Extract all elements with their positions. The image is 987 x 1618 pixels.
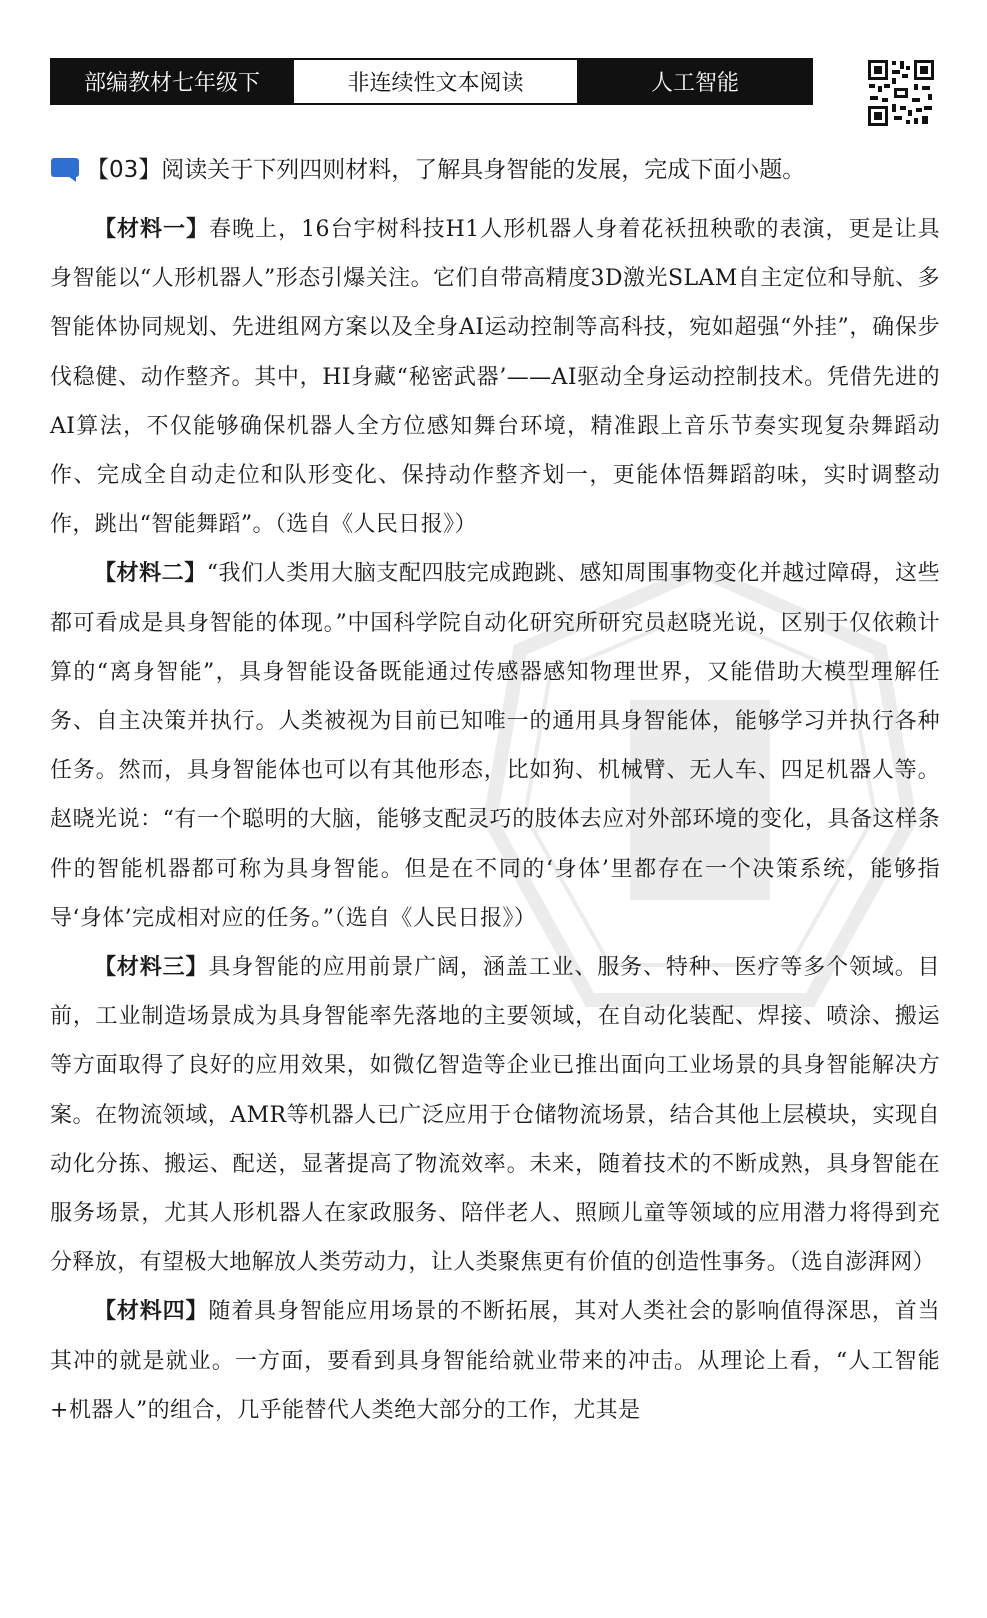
question-number: 【03】	[86, 157, 162, 183]
material-paragraph	[50, 205, 940, 549]
material-tag: 【材料三】	[94, 955, 209, 981]
material-text: 具身智能的应用前景广阔，涵盖工业、服务、特种、医疗等多个领域。目前，工业制造场景成为具身智能率先落地的主要领域，在自动化装配、焊接、喷涂、搬运等方面取得了良好的应用效果，如微亿智造等企业已推出面向工业场景的具身智能解决方案。在物流领域，AMR等机器人已广泛应用于仓储物流场景，结合其他上层模块，实现自动化分拣、搬运、配送，显著提高了物流效率。未来，随着技术的不断成熟，具身智能在服务场景，尤其人形机器人在家政服务、陪伴老人、照顾儿童等领域的应用潜力将得到充分释放，有望极大地解放人类劳动力，让人类聚焦更有价值的创造性事务。（选自澎湃网）	[50, 955, 940, 1276]
reading-content	[50, 205, 940, 1435]
header-bar	[50, 58, 813, 105]
speech-bubble-icon	[50, 157, 80, 183]
material-text: 春晚上，16台宇树科技H1人形机器人身着花袄扭秧歌的表演，更是让具身智能以“人形机器人”形态引爆关注。它们自带高精度3D激光SLAM自主定位和导航、多智能体协同规划、先进组网方案以及全身AI运动控制等高科技，宛如超强“外挂”，确保步伐稳健、动作整齐。其中，HI身藏“秘密武器’——AI驱动全身运动控制技术。凭借先进的AI算法，不仅能够确保机器人全方位感知舞台环境，精准跟上音乐节奏实现复杂舞蹈动作、完成全自动走位和队形变化、保持动作整齐划一，更能体悟舞蹈韵味，实时调整动作，跳出“智能舞蹈”。（选自《人民日报》）	[50, 217, 940, 538]
question-line	[50, 153, 950, 187]
header-grade: 部编教材七年级下	[52, 60, 292, 103]
qr-code-icon[interactable]	[866, 58, 936, 128]
material-tag: 【材料一】	[94, 217, 210, 242]
header-topic: 人工智能	[579, 60, 811, 103]
question-text: 阅读关于下列四则材料，了解具身智能的发展，完成下面小题。	[161, 157, 806, 183]
material-paragraph	[50, 943, 940, 1287]
material-tag: 【材料二】	[94, 561, 207, 587]
header-type: 非连续性文本阅读	[292, 60, 579, 103]
material-tag: 【材料四】	[94, 1299, 209, 1325]
material-text: “我们人类用大脑支配四肢完成跑跳、感知周围事物变化并越过障碍，这些都可看成是具身智能的体现。”中国科学院自动化研究所研究员赵晓光说，区别于仅依赖计算的“离身智能”，具身智能设备既能通过传感器感知物理世界，又能借助大模型理解任务、自主决策并执行。人类被视为目前已知唯一的通用具身智能体，能够学习并执行各种任务。然而，具身智能体也可以有其他形态，比如狗、机械臂、无人车、四足机器人等。赵晓光说：“有一个聪明的大脑，能够支配灵巧的肢体去应对外部环境的变化，具备这样条件的智能机器都可称为具身智能。但是在不同的‘身体’里都存在一个决策系统，能够指导‘身体’完成相对应的任务。”（选自《人民日报》）	[50, 561, 940, 931]
material-paragraph	[50, 1287, 940, 1435]
material-paragraph	[50, 549, 940, 943]
material-text: 随着具身智能应用场景的不断拓展，其对人类社会的影响值得深思，首当其冲的就是就业。一方面，要看到具身智能给就业带来的冲击。从理论上看，“人工智能+机器人”的组合，几乎能替代人类绝大部分的工作，尤其是	[50, 1299, 940, 1423]
